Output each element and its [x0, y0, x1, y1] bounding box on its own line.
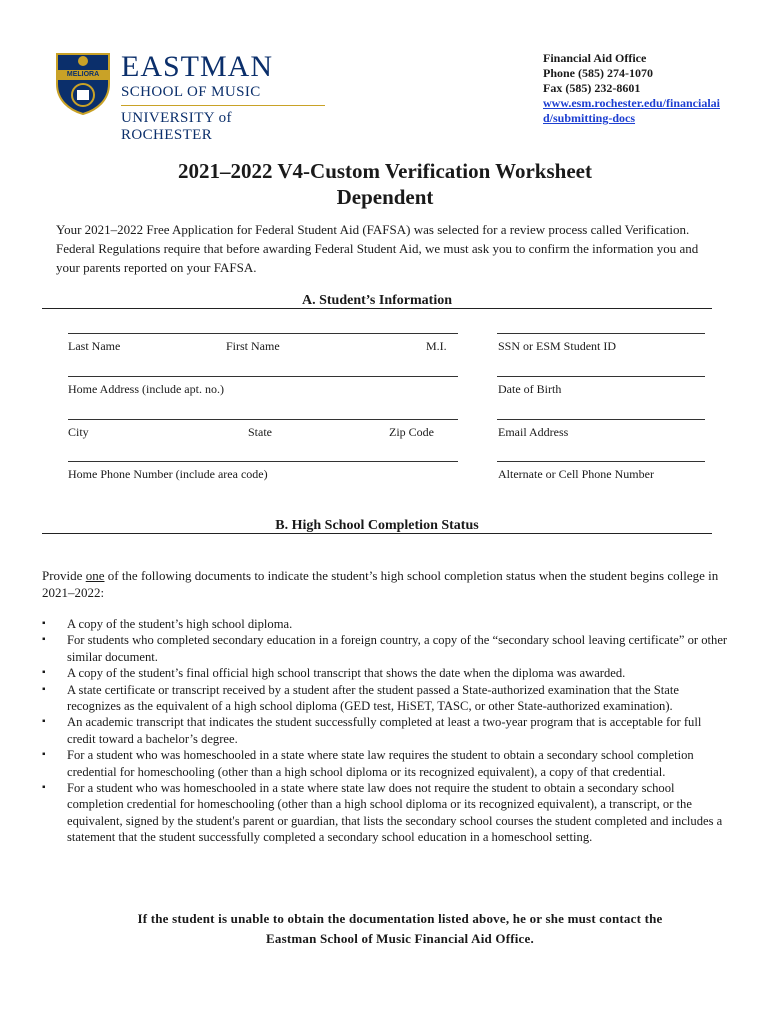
first-name-label: First Name [226, 339, 280, 353]
city-state-zip-entry-line[interactable] [68, 419, 458, 420]
warning-line1: If the student is unable to obtain the documentation listed above, he or she must contact the [137, 911, 663, 926]
university-seal-icon [53, 50, 113, 116]
page-title [0, 158, 770, 210]
section-a-rule [42, 308, 712, 309]
eastman-logo [121, 52, 325, 144]
zip-label: Zip Code [389, 425, 434, 439]
bullet-icon: ▪ [42, 618, 46, 629]
title-line2: Dependent [336, 185, 434, 209]
office-fax: Fax (585) 232-8601 [543, 81, 641, 95]
logo-subtitle: SCHOOL OF MUSIC [121, 84, 261, 100]
office-phone: Phone (585) 274-1070 [543, 66, 653, 80]
list-item: ▪ A copy of the student’s high school diploma. [42, 617, 293, 631]
list-item: ▪ An academic transcript that indicates the student successfully completed at least a two-year program that is acceptable for full credit toward a bachelor’s degree. [42, 715, 702, 746]
office-url-link-cont[interactable]: d/submitting-docs [543, 111, 636, 125]
office-url-link[interactable]: www.esm.rochester.edu/financialai [543, 96, 720, 110]
dob-entry-line[interactable] [497, 376, 705, 377]
home-phone-entry-line[interactable] [68, 461, 458, 462]
provide-one-emphasis: one [85, 568, 105, 583]
bullet-icon: ▪ [42, 716, 46, 728]
intro-paragraph: Your 2021–2022 Free Application for Federal Student Aid (FAFSA) was selected for a review process called Verification. Federal Regulations require that before awarding Federal Student Aid, we must ask you to confirm the information you and your parents reported on your FAFSA. [56, 222, 699, 275]
bullet-icon: ▪ [42, 782, 46, 794]
bullet-icon: ▪ [42, 634, 46, 646]
list-item: ▪ For a student who was homeschooled in a state where state law requires the student to obtain a secondary school completion credential for homeschooling (other than a high school diploma or its recognized equivalent), a copy of that credential. [42, 748, 694, 779]
alt-phone-entry-line[interactable] [497, 461, 705, 462]
home-phone-label: Home Phone Number (include area code) [68, 467, 268, 481]
contact-warning [80, 909, 720, 949]
list-item: ▪ A state certificate or transcript received by a student after the student passed a State-authorized examination that the State recognizes as the equivalent of a high school diploma (GED test, HiSET, TASC, or other State-authorized examination). [42, 682, 679, 714]
list-item: ▪ For a student who was homeschooled in a state where state law does not require the student to obtain a secondary school completion credential for homeschooling (other than a high school diploma or its recognized equivalent), a transcript, or the equivalent, signed by the student's parent or guardian, that lists the secondary school courses the student completed and includes a statement that the student successfully completed a secondary school education in a homeschool setting. [42, 781, 723, 845]
home-address-label: Home Address (include apt. no.) [68, 382, 224, 396]
email-entry-line[interactable] [497, 419, 705, 420]
bullet-icon: ▪ [42, 749, 46, 761]
provide-pre: Provide [42, 568, 86, 583]
bullet-icon: ▪ [42, 667, 46, 679]
alt-phone-label: Alternate or Cell Phone Number [498, 467, 654, 481]
ssn-entry-line[interactable] [497, 333, 705, 334]
mi-label: M.I. [426, 339, 447, 353]
provide-instructions [42, 568, 722, 601]
office-contact-block [543, 51, 720, 126]
bullet-icon: ▪ [42, 683, 46, 695]
ssn-label: SSN or ESM Student ID [498, 339, 617, 353]
title-line1: 2021–2022 V4-Custom Verification Worksheet [178, 159, 592, 183]
logo-university: UNIVERSITY of ROCHESTER [121, 105, 325, 144]
last-name-label: Last Name [68, 339, 121, 353]
name-entry-line[interactable] [68, 333, 458, 334]
office-name: Financial Aid Office [543, 51, 647, 65]
list-item: ▪ A copy of the student’s final official high school transcript that shows the date when the diploma was awarded. [42, 666, 626, 681]
logo-name: EASTMAN [121, 50, 274, 83]
list-item: ▪ For students who completed secondary education in a foreign country, a copy of the “secondary school leaving certificate” or other similar document. [42, 633, 728, 664]
section-b-rule [42, 533, 712, 534]
seal-motto: MELIORA [66, 71, 100, 78]
section-a-heading: A. Student’s Information [302, 293, 452, 308]
email-label: Email Address [498, 425, 569, 439]
section-b-heading: B. High School Completion Status [275, 518, 479, 533]
provide-post: of the following documents to indicate the student’s high school completion status when the student begins college in 2021–2022: [42, 568, 719, 600]
state-label: State [248, 425, 272, 439]
city-label: City [68, 425, 89, 439]
dob-label: Date of Birth [498, 382, 562, 396]
address-entry-line[interactable] [68, 376, 458, 377]
warning-line2: Eastman School of Music Financial Aid Office. [266, 931, 534, 946]
document-options-list [42, 616, 728, 846]
